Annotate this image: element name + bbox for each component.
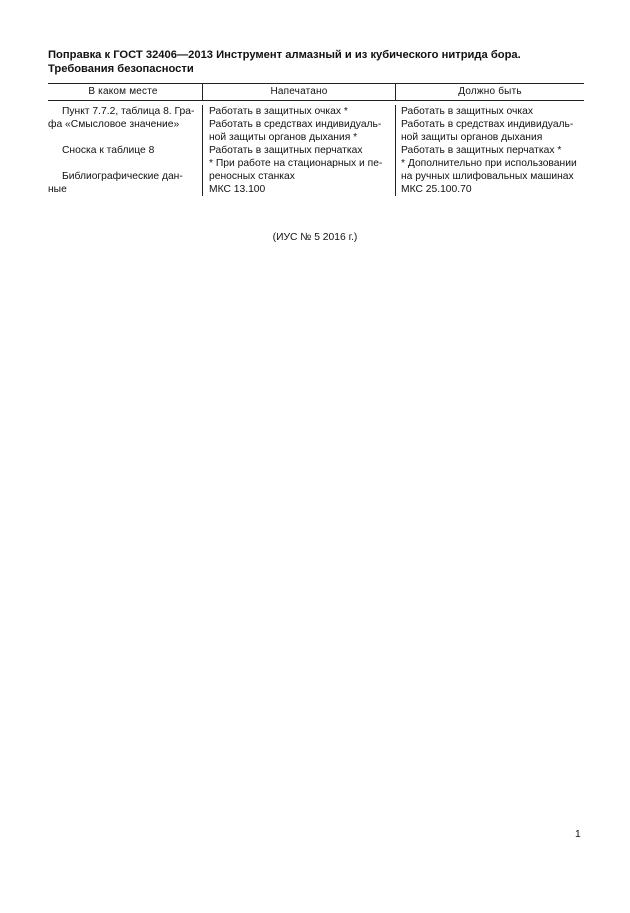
correct-column [395,105,584,196]
header-printed: Напечатано [202,84,395,100]
page-number: 1 [575,829,581,840]
table-header-row [48,83,584,101]
correct-line: ной защиты органов дыхания [401,132,543,143]
header-where: В каком месте [88,86,158,97]
where-line: фа «Смысловое значение» [48,119,180,130]
where-line: Библиографические дан- [62,171,183,182]
correct-line: на ручных шлифовальных машинах [401,171,574,182]
correct-line: МКС 25.100.70 [401,184,472,195]
printed-line: МКС 13.100 [209,184,266,195]
ius-reference: (ИУС № 5 2016 г.) [272,232,358,243]
printed-column [202,105,395,196]
document-title: Поправка к ГОСТ 32406—2013 Инструмент алмазный и из кубического нитрида бора. Требования безопасности [48,49,521,75]
correct-line: Работать в защитных очках [401,106,533,117]
correct-line: Работать в защитных перчатках * [401,145,562,156]
correction-table [48,83,584,196]
header-correct: Должно быть [395,84,584,100]
printed-line: Работать в защитных очках * [209,106,348,117]
correct-line: Работать в средствах индивидуаль- [401,119,574,130]
printed-line: Работать в защитных перчатках [209,145,363,156]
table-body [48,101,584,196]
where-column [48,105,202,196]
where-line: Пункт 7.7.2, таблица 8. Гра- [62,106,195,117]
printed-line: * При работе на стационарных и пе- [209,158,383,169]
printed-line: Работать в средствах индивидуаль- [209,119,382,130]
printed-line: реносных станках [209,171,295,182]
where-line: Сноска к таблице 8 [62,145,155,156]
printed-line: ной защиты органов дыхания * [209,132,358,143]
where-line: ные [48,184,67,195]
correct-line: * Дополнительно при использовании [401,158,577,169]
